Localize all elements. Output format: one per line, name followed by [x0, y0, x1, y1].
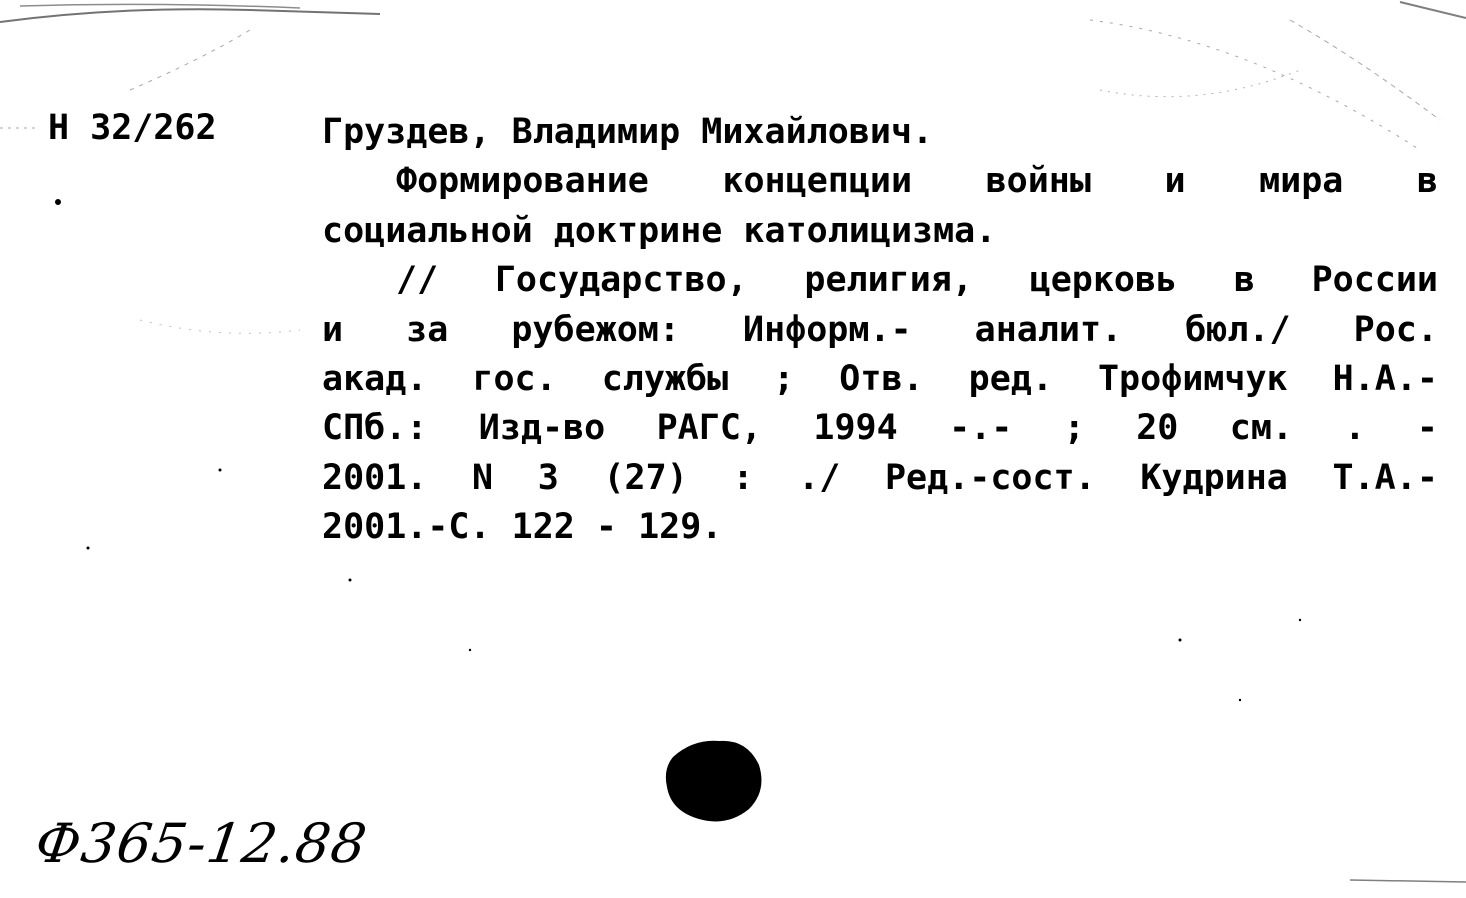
word: и — [322, 309, 344, 350]
word: . — [1344, 408, 1366, 449]
word: 2001. — [322, 457, 428, 498]
word: ; — [1063, 408, 1085, 449]
source-line-5 — [322, 454, 1438, 503]
source-line-3 — [322, 355, 1438, 404]
word: Информ.- — [743, 309, 912, 350]
call-number: Н 32/262 — [48, 108, 217, 148]
word: см. — [1229, 408, 1293, 449]
word: Ред.-сост. — [884, 457, 1096, 498]
word: Трофимчук — [1097, 358, 1288, 399]
word: ./ — [798, 457, 841, 498]
title-line-1 — [322, 157, 1438, 206]
word: Н.А.- — [1332, 358, 1438, 399]
word: концепции — [722, 161, 913, 202]
word: Отв. — [839, 358, 924, 399]
word: Т.А.- — [1332, 457, 1438, 498]
word: мира — [1259, 161, 1344, 202]
word: : — [732, 457, 754, 498]
word: 20 — [1136, 408, 1179, 449]
word: за — [406, 309, 449, 350]
punch-hole — [663, 735, 765, 823]
word: // — [396, 260, 439, 301]
word: бюл./ — [1185, 309, 1291, 350]
word: N — [472, 457, 494, 498]
title-line-2: социальной доктрине католицизма. — [322, 210, 997, 251]
word: гос. — [472, 358, 557, 399]
word: ред. — [968, 358, 1053, 399]
word: ; — [773, 358, 795, 399]
word: церковь — [1029, 260, 1178, 301]
word: РАГС, — [656, 408, 762, 449]
source-line-2 — [322, 306, 1438, 355]
word: в — [1416, 161, 1438, 202]
word: Государство, — [494, 260, 748, 301]
word: -.- — [949, 408, 1013, 449]
source-line-4 — [322, 404, 1438, 453]
word: Кудрина — [1140, 457, 1288, 498]
word: в — [1233, 260, 1255, 301]
word: религия, — [804, 260, 973, 301]
word: и — [1164, 161, 1186, 202]
word: службы — [601, 358, 729, 399]
handwritten-note: Ф365-12.88 — [31, 812, 372, 875]
word: России — [1311, 260, 1438, 301]
word: Рос. — [1353, 309, 1438, 350]
word: Формирование — [396, 161, 649, 202]
word: Изд-во — [478, 408, 606, 449]
word: аналит. — [974, 309, 1123, 350]
source-line-6: 2001.-С. 122 - 129. — [322, 507, 723, 548]
author-line: Груздев, Владимир Михайлович. — [322, 112, 934, 152]
bibliographic-entry — [322, 108, 1438, 553]
word: СПб.: — [322, 408, 428, 449]
word: акад. — [322, 358, 428, 399]
word: 1994 — [813, 408, 898, 449]
word: войны — [985, 161, 1091, 202]
word: (27) — [603, 457, 688, 498]
source-line-1 — [322, 256, 1438, 305]
word: рубежом: — [511, 309, 680, 350]
word: 3 — [537, 457, 559, 498]
word: - — [1416, 408, 1438, 449]
